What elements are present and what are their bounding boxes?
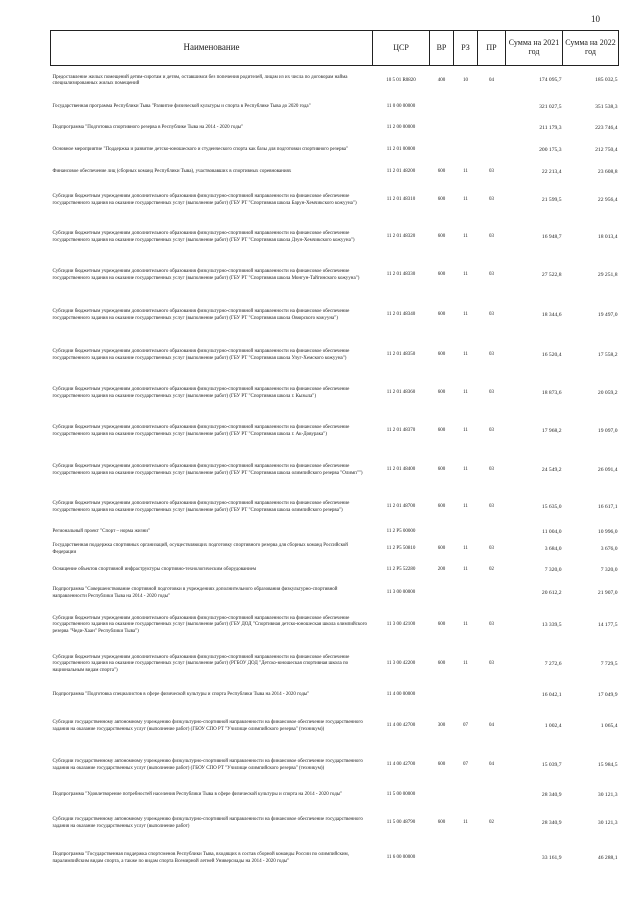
row-name: Государственная программа Республики Тыва "Развитие физической культуры и спорта в Республике Тыва до 2020 года" [52, 104, 311, 110]
row-rz: 07 [463, 762, 468, 768]
row-rz: 11 [463, 820, 468, 826]
row-rz: 11 [463, 352, 468, 358]
row-sum-2021: 33 161,9 [541, 855, 562, 861]
row-name: Основное мероприятие "Поддержка и развитие детско-юношеского и студенческого спорта как базы для подготовки спортивного резерва" [52, 147, 349, 153]
page-number: 10 [591, 14, 600, 24]
row-csr: 11 2 P5 50810 [386, 546, 416, 552]
row-name: Государственная поддержка спортивных организаций, осуществляющих подготовку спортивного резерва для сборных команд Российской Федерации [52, 543, 348, 555]
row-sum-2021: 20 612,2 [541, 590, 562, 596]
row-rz: 11 [463, 661, 468, 667]
row-rz: 11 [463, 197, 468, 203]
row-sum-2022: 29 251,8 [597, 272, 618, 278]
row-csr: 11 4 00 42700 [386, 723, 416, 729]
row-rz [454, 96, 478, 120]
row-sum-2021: 21 599,5 [541, 197, 562, 203]
table-row [51, 296, 619, 336]
row-sum-2021: 17 968,2 [541, 428, 562, 434]
row-sum-2021: 11 004,0 [542, 529, 562, 535]
row-name: Субсидии бюджетным учреждениям дополнительного образования физкультурно-спортивной направленности на финансовое обеспечение государственного задания на оказание государственных услуг (выполнение работ) (ГБУ РТ "Спортивная школа Дзун-Хемчикского кожууна") [52, 231, 355, 243]
table-row [51, 684, 619, 708]
row-name: Подпрограмма "Совершенствование спортивной подготовки в учреждениях дополнительного образования физкультурно-спортивной направленности Республики Тыва на 2014 - 2020 годы" [52, 587, 338, 599]
row-pr: 03 [489, 390, 494, 396]
row-vr: 600 [437, 234, 446, 240]
header-pr: ПР [478, 31, 506, 66]
row-pr [478, 120, 506, 138]
row-name: Субсидии бюджетным учреждениям дополнительного образования физкультурно-спортивной направленности на финансовое обеспечение государственного задания на оказание государственных услуг (выполнение работ) (ГБУ РТ "Спортивная школа г. Ак-Довурака") [52, 425, 350, 437]
row-sum-2021: 22 213,4 [541, 169, 562, 175]
row-rz: 11 [463, 504, 468, 510]
header-sum-2022: Сумма на 2022 год [563, 31, 619, 66]
row-vr [430, 120, 454, 138]
row-sum-2022: 17 558,2 [597, 352, 618, 358]
row-sum-2022: 351 538,3 [595, 104, 618, 110]
row-name: Финансовое обеспечение лиц (сборных команд Республики Тыва), участвовавших в спортивных соревнованиях [52, 169, 292, 175]
table-row [51, 746, 619, 786]
row-vr [430, 786, 454, 806]
row-name: Субсидии бюджетным учреждениям дополнительного образования физкультурно-спортивной направленности на финансовое обеспечение государственного задания на оказание государственных услуг (выполнение работ) (ГБУ РТ "Спортивная школа олимпийского резерва") [52, 501, 350, 513]
header-sum-2021: Сумма на 2021 год [506, 31, 563, 66]
row-rz: 11 [463, 546, 468, 552]
row-name: Субсидии бюджетным учреждениям дополнительного образования физкультурно-спортивной направленности на финансовое обеспечение государственного задания на оказание государственных услуг (выполнение работ) (ГБУ ДОД "Спортивная детско-юношеская школа олимпийского резерва "Чеди-Хаан" Республики Тыва") [52, 616, 367, 634]
table-row [51, 490, 619, 526]
row-name: Субсидии государственному автономному учреждению физкультурно-спортивной направленности на финансовое обеспечение государственного задания на оказание государственных услуг (выполнение работ) [52, 817, 363, 829]
row-vr: 600 [437, 622, 446, 628]
row-sum-2021: 16 042,1 [541, 692, 562, 698]
row-pr: 02 [489, 567, 494, 573]
row-name: Субсидии бюджетным учреждениям дополнительного образования физкультурно-спортивной направленности на финансовое обеспечение государственного задания на оказание государственных услуг (выполнение работ) (ГБУ РТ "Спортивная школа Улуг-Хемского кожууна") [52, 349, 350, 361]
row-name: Субсидии бюджетным учреждениям дополнительного образования физкультурно-спортивной направленности на финансовое обеспечение государственного задания на оказание государственных услуг (выполнение работ) (РГБОУ ДОД "Детско-юношеская спортивная школа по национальным видам спорта") [52, 655, 350, 673]
row-vr: 400 [437, 77, 446, 83]
table-row [51, 66, 619, 96]
row-csr: 11 2 01 48400 [386, 467, 416, 473]
row-sum-2022: 30 121,3 [597, 792, 618, 798]
row-sum-2022: 19 097,0 [597, 428, 618, 434]
table-row [51, 806, 619, 842]
table-row [51, 182, 619, 220]
row-sum-2022: 19 497,0 [597, 312, 618, 318]
row-pr: 03 [489, 546, 494, 552]
row-name: Предоставление жилых помещений детям-сиротам и детям, оставшимся без попечения родителей, лицам из их числа по договорам найма специализированных жилых помещений [52, 74, 348, 86]
row-vr [430, 842, 454, 876]
row-sum-2022: 30 121,3 [597, 820, 618, 826]
row-vr: 600 [437, 504, 446, 510]
table-row [51, 540, 619, 560]
table-body [51, 66, 619, 876]
row-csr: 11 4 00 00000 [386, 692, 416, 698]
row-rz: 11 [463, 390, 468, 396]
row-csr: 11 3 00 42100 [386, 622, 416, 628]
row-csr: 11 2 P5 52280 [386, 567, 416, 573]
header-vr: ВР [430, 31, 454, 66]
row-csr: 11 2 01 48330 [386, 272, 416, 278]
row-sum-2021: 16 520,4 [541, 352, 562, 358]
row-csr: 11 2 01 48700 [386, 504, 416, 510]
row-csr: 11 2 01 48320 [386, 234, 416, 240]
row-pr [478, 582, 506, 606]
row-vr: 300 [437, 723, 446, 729]
row-vr: 600 [437, 762, 446, 768]
row-name: Субсидии государственному автономному учреждению физкультурно-спортивной направленности на финансовое обеспечение государственного задания на оказание государственных услуг (выполнение работ) (ГБОУ СПО РТ "Училище олимпийского резерва" (техникум)) [52, 720, 363, 732]
row-sum-2021: 174 095,7 [539, 77, 562, 84]
row-vr: 600 [437, 390, 446, 396]
row-sum-2021: 24 549,2 [541, 467, 562, 473]
row-pr: 03 [489, 234, 494, 240]
row-vr: 600 [437, 820, 446, 826]
table-row [51, 220, 619, 256]
row-pr: 03 [489, 169, 494, 175]
row-sum-2022: 22 956,4 [597, 197, 618, 203]
row-vr [430, 684, 454, 708]
row-sum-2022: 7 320,0 [600, 567, 618, 573]
row-csr: 11 6 00 00000 [386, 855, 416, 861]
table-row [51, 452, 619, 490]
row-csr: 11 2 01 00000 [386, 147, 416, 153]
row-vr: 600 [437, 197, 446, 203]
row-sum-2022: 23 608,8 [597, 169, 618, 175]
row-sum-2022: 16 617,1 [597, 504, 618, 510]
row-sum-2022: 26 091,4 [597, 467, 618, 473]
budget-table [50, 30, 619, 876]
row-rz [454, 842, 478, 876]
row-rz: 07 [463, 723, 468, 729]
row-sum-2021: 15 635,0 [541, 504, 562, 510]
table-row [51, 336, 619, 376]
row-sum-2022: 15 984,5 [597, 762, 618, 768]
row-name: Подпрограмма "Подготовка специалистов в сфере физической культуры и спорта Республики Тыва на 2014 - 2020 годы" [52, 692, 310, 698]
table-row [51, 96, 619, 120]
row-sum-2021: 3 684,0 [544, 546, 562, 552]
row-rz [454, 684, 478, 708]
row-csr: 11 0 00 00000 [386, 104, 416, 110]
row-name: Субсидии бюджетным учреждениям дополнительного образования физкультурно-спортивной направленности на финансовое обеспечение государственного задания на оказание государственных услуг (выполнение работ) (ГБУ РТ "Спортивная школа Барун-Хемчикского кожууна") [52, 194, 357, 206]
row-sum-2022: 3 676,0 [600, 546, 618, 552]
row-csr: 10 5 01 R0820 [386, 77, 416, 83]
table-row [51, 526, 619, 540]
table-row [51, 560, 619, 582]
row-sum-2022: 46 288,1 [597, 855, 618, 861]
row-csr: 11 2 P5 00000 [386, 529, 416, 535]
row-sum-2021: 27 522,8 [541, 272, 562, 278]
row-name: Субсидии бюджетным учреждениям дополнительного образования физкультурно-спортивной направленности на финансовое обеспечение государственного задания на оказание государственных услуг (выполнение работ) (ГБУ РТ "Спортивная школа Овюрского кожууна") [52, 309, 350, 321]
table-row [51, 256, 619, 296]
row-rz: 11 [463, 169, 468, 175]
row-vr: 600 [437, 169, 446, 175]
table-row [51, 376, 619, 412]
row-csr: 11 3 00 00000 [386, 590, 416, 596]
row-rz: 11 [463, 234, 468, 240]
row-sum-2021: 7 272,6 [544, 661, 562, 667]
row-name: Субсидии бюджетным учреждениям дополнительного образования физкультурно-спортивной направленности на финансовое обеспечение государственного задания на оказание государственных услуг (выполнение работ) (ГБУ РТ "Спортивная школа г. Кызыла") [52, 387, 350, 399]
row-vr: 600 [437, 546, 446, 552]
row-sum-2022: 212 750,4 [595, 147, 618, 153]
row-pr: 03 [489, 661, 494, 667]
table-row [51, 120, 619, 138]
row-pr: 03 [489, 622, 494, 628]
row-rz: 11 [463, 312, 468, 318]
row-pr [478, 786, 506, 806]
row-sum-2021: 28 340,9 [541, 792, 562, 798]
row-csr: 11 5 00 48790 [386, 820, 416, 826]
row-sum-2021: 28 340,9 [541, 820, 562, 826]
row-sum-2022: 185 032,5 [595, 77, 618, 84]
row-sum-2022: 10 996,0 [597, 529, 618, 535]
row-sum-2021: 211 179,3 [539, 125, 562, 131]
row-name: Субсидии бюджетным учреждениям дополнительного образования физкультурно-спортивной направленности на финансовое обеспечение государственного задания на оказание государственных услуг (выполнение работ) (ГБУ РТ "Спортивная школа Монгун-Тайгинского кожууна") [52, 269, 360, 281]
row-rz [454, 582, 478, 606]
row-csr: 11 2 01 48340 [386, 312, 416, 318]
row-name: Субсидии государственному автономному учреждению физкультурно-спортивной направленности на финансовое обеспечение государственного задания на оказание государственных услуг (выполнение работ) (ГБОУ СПО РТ "Училище олимпийского резерва" (техникум)) [52, 759, 363, 771]
row-vr: 600 [437, 467, 446, 473]
row-csr: 11 3 00 42200 [386, 661, 416, 667]
row-sum-2021: 13 339,5 [541, 622, 562, 628]
header-name: Наименование [51, 31, 373, 66]
table-row [51, 842, 619, 876]
row-rz [454, 526, 478, 540]
row-pr: 02 [489, 820, 494, 826]
row-sum-2021: 15 039,7 [541, 762, 562, 768]
table-row [51, 606, 619, 646]
row-vr: 600 [437, 312, 446, 318]
row-pr: 03 [489, 428, 494, 434]
row-csr: 11 2 01 48310 [386, 197, 416, 203]
row-pr: 03 [489, 352, 494, 358]
row-sum-2021: 200 175,3 [539, 147, 562, 153]
row-vr [430, 582, 454, 606]
row-pr: 04 [489, 723, 494, 729]
row-pr: 03 [489, 504, 494, 510]
row-rz: 10 [463, 77, 468, 83]
row-rz [454, 120, 478, 138]
row-rz: 11 [463, 272, 468, 278]
table-row [51, 708, 619, 746]
row-pr [478, 96, 506, 120]
row-csr: 11 2 01 48350 [386, 352, 416, 358]
row-vr: 600 [437, 272, 446, 278]
table-row [51, 786, 619, 806]
row-rz [454, 138, 478, 164]
row-rz [454, 786, 478, 806]
row-pr [478, 684, 506, 708]
row-name: Подпрограмма "Государственная поддержка спортсменов Республики Тыва, входящих в состав сборной команды России по олимпийским, паралимпийским видам спорта, а также по видам спорта Всемирной летней Универсиады на 2014 - 2020 годы" [52, 852, 349, 864]
row-csr: 11 5 00 00000 [386, 792, 416, 798]
row-name: Региональный проект "Спорт – норма жизни" [52, 529, 150, 535]
row-name: Субсидии бюджетным учреждениям дополнительного образования физкультурно-спортивной направленности на финансовое обеспечение государственного задания на оказание государственных услуг (выполнение работ) (ГБУ РТ "Спортивная школа олимпийского резерва "Олимп"") [52, 464, 363, 476]
row-csr: 11 2 00 00000 [386, 125, 416, 131]
row-vr: 200 [437, 567, 446, 573]
header-rz: РЗ [454, 31, 478, 66]
row-vr: 600 [437, 661, 446, 667]
row-sum-2022: 17 049,9 [597, 692, 618, 698]
table-row [51, 164, 619, 182]
table-row [51, 138, 619, 164]
row-rz: 11 [463, 622, 468, 628]
row-pr [478, 138, 506, 164]
row-vr: 600 [437, 352, 446, 358]
row-name: Подпрограмма "Подготовка спортивного резерва в Республике Тыва на 2014 - 2020 годы" [52, 125, 244, 131]
row-name: Оснащение объектов спортивной инфраструктуры спортивно-технологическим оборудованием [52, 567, 257, 573]
row-sum-2021: 18 344,6 [541, 312, 562, 318]
row-sum-2022: 14 177,5 [597, 622, 618, 628]
row-sum-2021: 321 027,5 [539, 104, 562, 110]
row-csr: 11 2 01 48360 [386, 390, 416, 396]
row-pr: 04 [489, 77, 494, 83]
row-rz: 11 [463, 428, 468, 434]
row-vr: 600 [437, 428, 446, 434]
row-sum-2021: 18 873,6 [541, 390, 562, 396]
table-row [51, 412, 619, 452]
row-sum-2022: 7 729,5 [600, 661, 618, 667]
row-pr [478, 842, 506, 876]
row-sum-2022: 1 065,4 [600, 723, 618, 729]
row-sum-2022: 223 746,4 [595, 125, 618, 131]
row-csr: 11 4 00 42700 [386, 762, 416, 768]
row-pr: 04 [489, 762, 494, 768]
row-rz: 11 [463, 467, 468, 473]
table-row [51, 646, 619, 684]
row-vr [430, 138, 454, 164]
header-csr: ЦСР [373, 31, 430, 66]
row-pr: 03 [489, 272, 494, 278]
table-row [51, 582, 619, 606]
row-pr: 03 [489, 467, 494, 473]
row-sum-2021: 7 320,0 [544, 567, 562, 573]
row-pr: 03 [489, 197, 494, 203]
row-rz: 11 [463, 567, 468, 573]
row-sum-2021: 16 948,7 [541, 234, 562, 240]
row-sum-2022: 20 059,2 [597, 390, 618, 396]
row-vr [430, 526, 454, 540]
row-sum-2021: 1 002,4 [544, 723, 562, 729]
row-sum-2022: 18 013,4 [597, 234, 618, 240]
row-pr [478, 526, 506, 540]
row-name: Подпрограмма "Удовлетворение потребностей населения Республики Тыва в сфере физической культуры и спорта на 2014 - 2020 годы" [52, 792, 343, 798]
table-header-row [51, 31, 619, 66]
row-vr [430, 96, 454, 120]
row-csr: 11 2 01 48370 [386, 428, 416, 434]
row-pr: 03 [489, 312, 494, 318]
row-sum-2022: 21 907,0 [597, 590, 618, 596]
row-csr: 11 2 01 48200 [386, 169, 416, 175]
